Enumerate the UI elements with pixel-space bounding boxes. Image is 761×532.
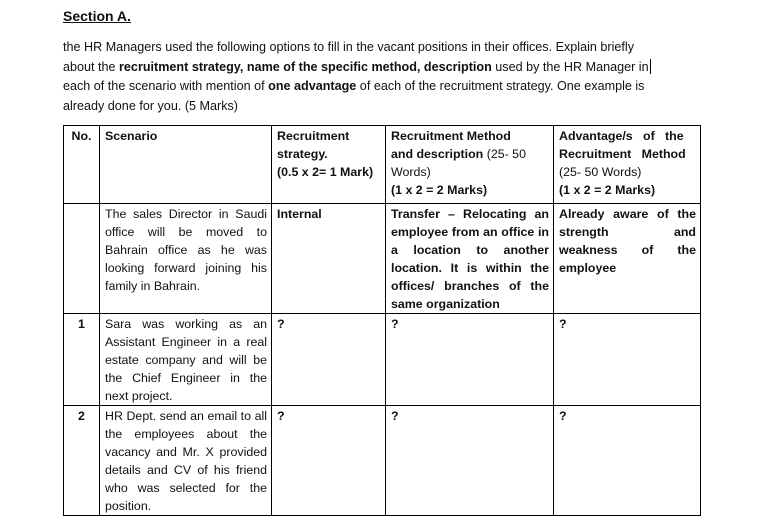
- example-strategy: Internal: [272, 204, 386, 314]
- header-scenario: Scenario: [100, 126, 272, 204]
- instructions-line-3: each of the scenario with mention of one advantage of each of the recruitment strategy. One example is: [63, 79, 645, 93]
- instructions-emphasis-advantage: one advantage: [268, 79, 357, 93]
- row-1-no: 1: [64, 314, 100, 406]
- row-2-strategy: ?: [272, 406, 386, 516]
- header-strategy: Recruitment strategy. (0.5 x 2= 1 Mark): [272, 126, 386, 204]
- instructions-line-1: the HR Managers used the following options to fill in the vacant positions in their offices. Explain briefly: [63, 40, 634, 54]
- example-advantage: Already aware of the strength and weakness of the employee: [554, 204, 701, 314]
- row-1-advantage: ?: [554, 314, 701, 406]
- header-advantage: Advantage/s of the Recruitment Method (25- 50 Words) (1 x 2 = 2 Marks): [554, 126, 701, 204]
- example-no: [64, 204, 100, 314]
- table-row: [64, 314, 701, 406]
- section-title: Section A.: [63, 8, 131, 24]
- row-1-strategy: ?: [272, 314, 386, 406]
- instructions-line-2: about the recruitment strategy, name of the specific method, description used by the HR Manager in: [63, 59, 649, 74]
- table-row: [64, 406, 701, 516]
- table-row-example: [64, 204, 701, 314]
- example-method: Transfer – Relocating an employee from an office in a location to another location. It is within the offices/ branches of the same organization: [386, 204, 554, 314]
- row-2-scenario: HR Dept. send an email to all the employees about the vacancy and Mr. X provided details and CV of his friend who was selected for the position.: [100, 406, 272, 516]
- instructions-line-4: already done for you. (5 Marks): [63, 98, 238, 113]
- row-2-advantage: ?: [554, 406, 701, 516]
- table-header-row: [64, 126, 701, 204]
- row-1-scenario: Sara was working as an Assistant Engineer in a real estate company and will be the Chief Engineer in the next project.: [100, 314, 272, 406]
- row-2-no: 2: [64, 406, 100, 516]
- header-no: No.: [64, 126, 100, 204]
- header-method: Recruitment Method and description (25- 50 Words) (1 x 2 = 2 Marks): [386, 126, 554, 204]
- instructions-paragraph: [63, 38, 703, 116]
- row-1-method: ?: [386, 314, 554, 406]
- instructions-emphasis: recruitment strategy, name of the specific method, description: [119, 59, 492, 74]
- text-cursor: [650, 59, 651, 74]
- scenario-table: [63, 125, 701, 516]
- example-scenario: The sales Director in Saudi office will be moved to Bahrain office as he was looking forward joining his family in Bahrain.: [100, 204, 272, 314]
- row-2-method: ?: [386, 406, 554, 516]
